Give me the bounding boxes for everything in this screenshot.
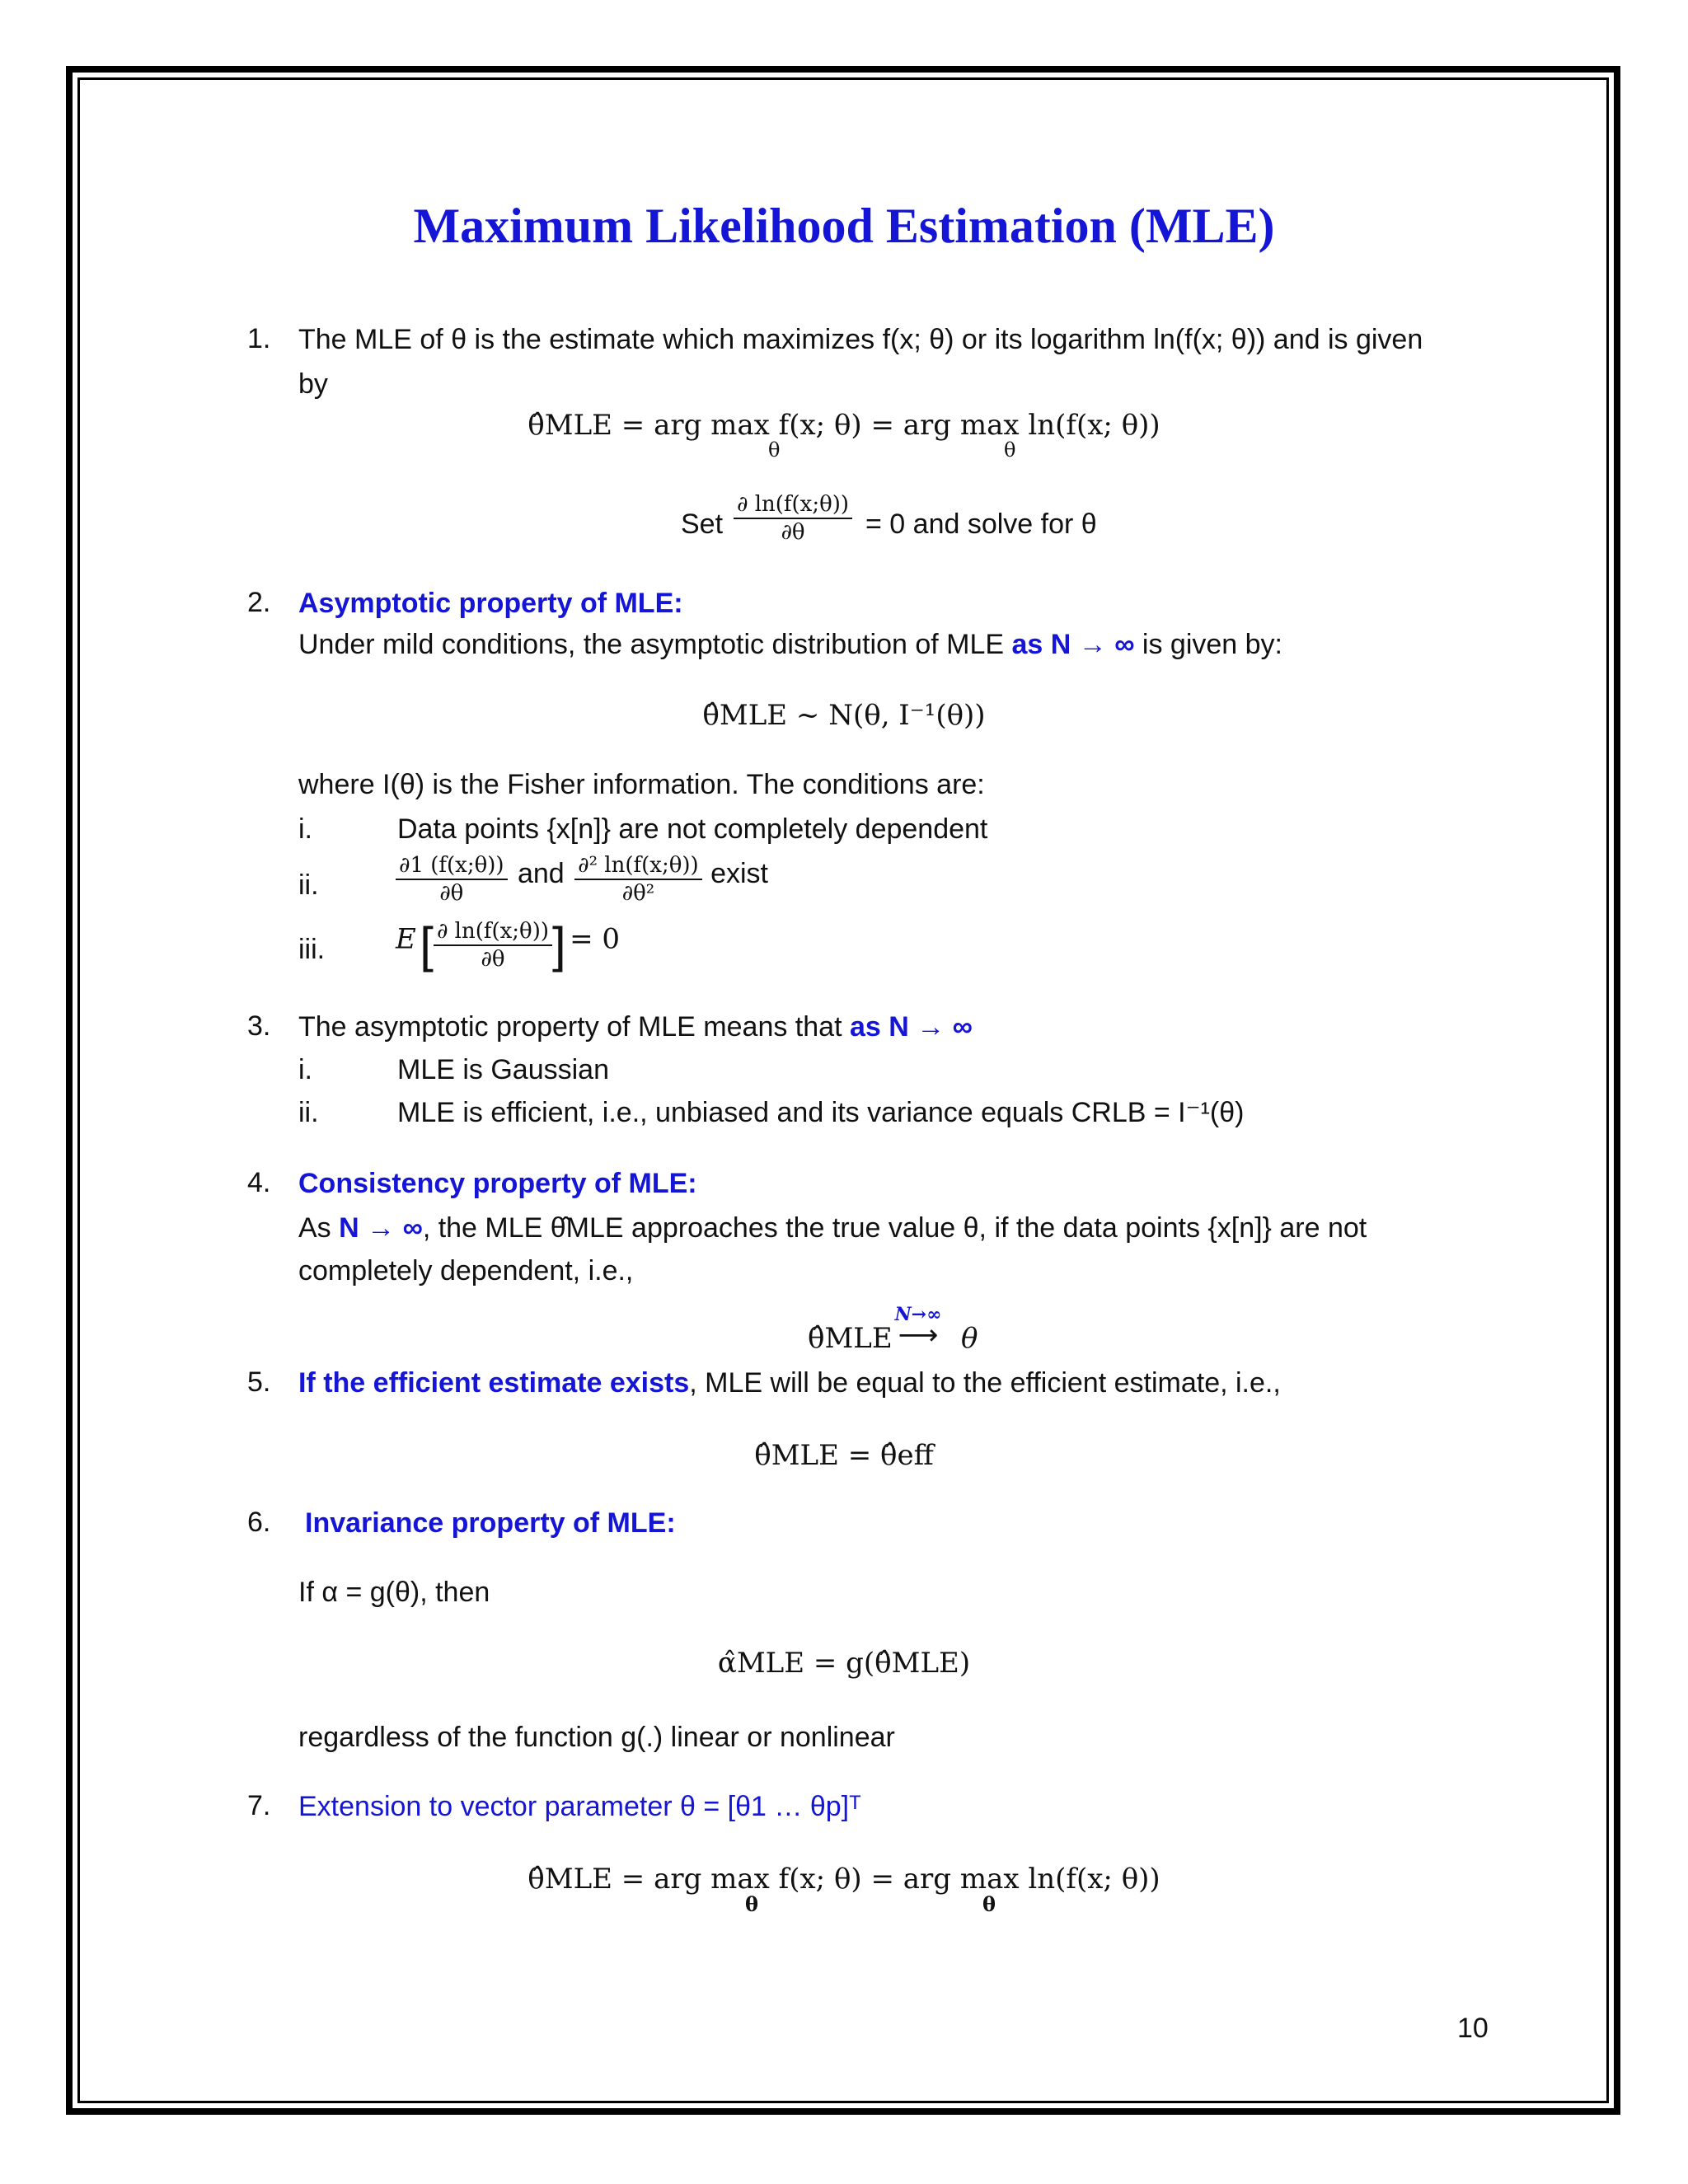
fraction-numerator: ∂ ln(f(x;θ)): [434, 918, 552, 946]
item-number: 5.: [247, 1366, 271, 1398]
item-number: 4.: [247, 1167, 271, 1198]
item3-text-a: The asymptotic property of MLE means that: [298, 1011, 850, 1043]
fraction-numerator: ∂ ln(f(x;θ)): [734, 491, 852, 519]
item2-text-c: is given by:: [1134, 629, 1282, 660]
argmax-subscript-1: θ: [745, 1892, 759, 1916]
item5-heading: If the efficient estimate exists: [298, 1367, 690, 1399]
item1-line2: by: [298, 368, 328, 400]
item-number: 3.: [247, 1010, 271, 1042]
fraction-denominator: ∂θ²: [621, 881, 655, 906]
item2-text-b: as N → ∞: [1011, 629, 1135, 660]
fraction-denominator: ∂θ: [781, 520, 805, 545]
item7-equation: θ̂MLE = arg max f(x; θ) = arg max ln(f(x; θ)): [528, 1863, 1160, 1896]
item4-text-b: N → ∞: [339, 1212, 423, 1244]
argmax-subscript-2: θ: [982, 1892, 996, 1916]
condition-ii: [396, 852, 768, 907]
set-rest: = 0 and solve for θ: [865, 509, 1097, 540]
item5-equation: θ̂MLE = θ̂eff: [754, 1439, 934, 1472]
item3-text-b: as N → ∞: [849, 1011, 973, 1043]
fraction-numerator: ∂² ln(f(x;θ)): [574, 852, 701, 880]
item4-eq-left: θ̂MLE: [808, 1322, 893, 1355]
equals-zero: = 0: [570, 922, 621, 956]
item4-line2: completely dependent, i.e.,: [298, 1255, 634, 1286]
sub-text: MLE is efficient, i.e., unbiased and its variance equals CRLB = I⁻¹(θ): [397, 1097, 1245, 1128]
arrow-label: N→∞: [894, 1304, 942, 1325]
page-title: Maximum Likelihood Estimation (MLE): [413, 199, 1275, 253]
item-number: 7.: [247, 1790, 271, 1821]
argmax-subscript-1: θ: [768, 438, 781, 462]
fraction-denominator: ∂θ: [439, 881, 464, 906]
item6-equation: α̂MLE = g(θ̂MLE): [717, 1647, 971, 1680]
sub-text: MLE is Gaussian: [397, 1054, 609, 1085]
item3-line1: [298, 1010, 973, 1043]
item6-line1: If α = g(θ), then: [298, 1577, 490, 1608]
condition-iii: E [ $\frac{\partial \ln(f(x;\theta))}{\partial\theta}$ ] = 0: [396, 917, 621, 972]
item4-text-c: , the MLE θ̂MLE approaches the true value θ, if the data points {x[n]} are not: [422, 1212, 1367, 1244]
convergence-arrow: N→∞ ⟶: [885, 1304, 951, 1345]
item-number: 6.: [247, 1507, 271, 1538]
item1-line1: The MLE of θ is the estimate which maximizes f(x; θ) or its logarithm ln(f(x; θ)) and is given: [298, 324, 1423, 355]
item2-equation: θ̂MLE ~ N(θ, I⁻¹(θ)): [702, 699, 986, 732]
item2-text-a: Under mild conditions, the asymptotic distribution of MLE: [298, 629, 1012, 660]
expectation-symbol: E: [396, 922, 416, 956]
item5-rest: , MLE will be equal to the efficient estimate, i.e.,: [689, 1367, 1281, 1399]
item6-line2: regardless of the function g(.) linear or nonlinear: [298, 1722, 895, 1753]
item1-equation: θ̂MLE = arg max f(x; θ) = arg max ln(f(x; θ)): [528, 409, 1160, 442]
derivative-fraction: [734, 491, 852, 546]
condition-label: ii.: [298, 869, 319, 901]
item4-text-a: As: [298, 1212, 340, 1244]
item-number: 2.: [247, 587, 271, 618]
condition-label: i.: [298, 813, 312, 845]
item6-heading: Invariance property of MLE:: [305, 1507, 676, 1539]
item4-eq-right: θ: [961, 1322, 978, 1355]
and-text: and: [517, 858, 565, 890]
fraction-numerator: ∂1 (f(x;θ)): [396, 852, 508, 880]
item2-heading: Asymptotic property of MLE:: [298, 588, 683, 619]
item5-line1: [298, 1366, 1281, 1399]
condition-label: iii.: [298, 934, 326, 965]
item2-line1: [298, 628, 1282, 661]
page-number: 10: [1457, 2013, 1489, 2044]
item4-line1: [298, 1212, 1367, 1244]
fraction-denominator: ∂θ: [481, 946, 505, 972]
sub-label: ii.: [298, 1097, 319, 1128]
item7-heading: Extension to vector parameter θ = [θ1 … θp]ᵀ: [298, 1791, 861, 1822]
item2-where: where I(θ) is the Fisher information. The conditions are:: [298, 769, 985, 800]
sub-label: i.: [298, 1054, 312, 1085]
item-number: 1.: [247, 323, 271, 354]
condition-text: Data points {x[n]} are not completely dependent: [397, 813, 988, 845]
set-label: Set: [681, 509, 724, 540]
argmax-subscript-2: θ: [1004, 438, 1016, 462]
item4-heading: Consistency property of MLE:: [298, 1168, 697, 1199]
exist-text: exist: [710, 858, 769, 890]
